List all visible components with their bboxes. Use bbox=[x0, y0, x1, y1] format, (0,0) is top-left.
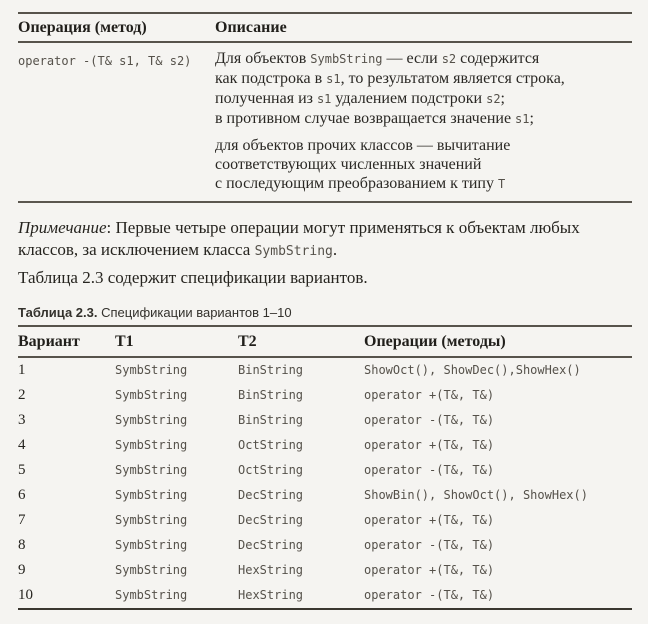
variants-header-t2: T2 bbox=[238, 333, 257, 350]
variant-number-cell: 3 bbox=[18, 412, 26, 428]
variants-table bbox=[18, 325, 632, 610]
variants-table-body bbox=[18, 358, 632, 610]
text-segment: ; bbox=[500, 90, 505, 107]
text-segment: , то результатом является строка, bbox=[340, 70, 565, 87]
t1-cell: SymbString bbox=[115, 488, 188, 502]
operations-table-header-description: Описание bbox=[215, 19, 287, 36]
code-segment: s1 bbox=[326, 72, 341, 86]
table-row bbox=[18, 483, 632, 508]
description-line bbox=[215, 155, 632, 174]
text-segment: удалением подстроки bbox=[331, 90, 487, 107]
variant-number-cell: 9 bbox=[18, 562, 26, 578]
table-row bbox=[18, 358, 632, 383]
t1-cell: SymbString bbox=[115, 363, 188, 377]
description-line bbox=[215, 109, 632, 129]
operations-cell: operator +(T&, T&) bbox=[364, 563, 495, 577]
text-segment: — если bbox=[382, 50, 442, 67]
operations-table bbox=[18, 12, 632, 203]
operations-cell: operator +(T&, T&) bbox=[364, 388, 495, 402]
note-label: Примечание bbox=[18, 218, 107, 237]
t2-cell: HexString bbox=[238, 563, 304, 577]
description-paragraph-1 bbox=[215, 49, 632, 129]
lead-sentence: Таблица 2.3 содержит спецификации вариантов. bbox=[18, 268, 368, 287]
text-segment: соответствующих численных значений bbox=[215, 156, 482, 173]
t2-cell: DecString bbox=[238, 538, 304, 552]
t2-cell: BinString bbox=[238, 413, 304, 427]
description-line bbox=[215, 69, 632, 89]
code-segment: s2 bbox=[441, 52, 457, 66]
table-row bbox=[18, 508, 632, 533]
operations-cell: operator -(T&, T&) bbox=[364, 588, 495, 602]
description-line bbox=[215, 174, 632, 194]
t2-cell: OctString bbox=[238, 463, 304, 477]
table-row bbox=[18, 583, 632, 608]
variant-number-cell: 2 bbox=[18, 387, 26, 403]
code-segment: SymbString bbox=[310, 52, 383, 66]
variant-number-cell: 7 bbox=[18, 512, 26, 528]
t2-cell: DecString bbox=[238, 513, 304, 527]
code-segment: T bbox=[497, 177, 506, 191]
text-segment: содержится bbox=[456, 50, 540, 67]
description-line bbox=[215, 89, 632, 109]
code-segment: SymbString bbox=[254, 244, 333, 259]
t2-cell: DecString bbox=[238, 488, 304, 502]
text-segment: ; bbox=[529, 110, 534, 127]
table-row bbox=[18, 383, 632, 408]
text-segment: Для объектов bbox=[215, 50, 311, 67]
description-line bbox=[215, 49, 632, 69]
t2-cell: OctString bbox=[238, 438, 304, 452]
t2-cell: BinString bbox=[238, 388, 304, 402]
note-text: : Первые четыре операции могут применяться к объектам любых классов, за исключением класса bbox=[18, 218, 580, 259]
t1-cell: SymbString bbox=[115, 413, 188, 427]
operations-table-row bbox=[18, 43, 632, 203]
operations-cell: operator +(T&, T&) bbox=[364, 438, 495, 452]
text-segment: для объектов прочих классов — вычитание bbox=[215, 137, 511, 154]
operations-cell: operator -(T&, T&) bbox=[364, 538, 495, 552]
table-row bbox=[18, 408, 632, 433]
description-line bbox=[215, 136, 632, 155]
operations-table-header-operation: Операция (метод) bbox=[18, 19, 147, 36]
operations-cell: ShowBin(), ShowOct(), ShowHex() bbox=[364, 488, 588, 502]
variant-number-cell: 10 bbox=[18, 587, 33, 603]
t1-cell: SymbString bbox=[115, 463, 188, 477]
variants-header-operations: Операции (методы) bbox=[364, 333, 506, 350]
variant-number-cell: 4 bbox=[18, 437, 26, 453]
text-segment: с последующим преобразованием к типу bbox=[215, 175, 498, 192]
t1-cell: SymbString bbox=[115, 538, 188, 552]
table-row bbox=[18, 433, 632, 458]
variant-number-cell: 6 bbox=[18, 487, 26, 503]
code-segment: s1 bbox=[316, 92, 332, 106]
operation-description-cell bbox=[215, 49, 632, 194]
table-row bbox=[18, 458, 632, 483]
text-segment: как подстрока в bbox=[215, 70, 327, 87]
operations-cell: operator -(T&, T&) bbox=[364, 413, 495, 427]
table-caption-text: Спецификации вариантов 1–10 bbox=[97, 305, 292, 320]
table-caption bbox=[18, 305, 632, 321]
text-segment: полученная из bbox=[215, 90, 317, 107]
variants-header-variant: Вариант bbox=[18, 333, 80, 350]
t1-cell: SymbString bbox=[115, 563, 188, 577]
variant-number-cell: 1 bbox=[18, 362, 26, 378]
variants-header-t1: T1 bbox=[115, 333, 134, 350]
operations-cell: operator +(T&, T&) bbox=[364, 513, 495, 527]
text-segment: в противном случае возвращается значение bbox=[215, 110, 516, 127]
table-caption-number: Таблица 2.3. bbox=[18, 305, 98, 320]
code-segment: s1 bbox=[515, 112, 530, 126]
variants-table-header-row bbox=[18, 327, 632, 358]
t2-cell: HexString bbox=[238, 588, 304, 602]
t1-cell: SymbString bbox=[115, 438, 188, 452]
note-period: . bbox=[332, 240, 338, 259]
t1-cell: SymbString bbox=[115, 388, 188, 402]
table-row bbox=[18, 533, 632, 558]
code-segment: s2 bbox=[486, 92, 501, 106]
description-paragraph-2 bbox=[215, 136, 632, 194]
t1-cell: SymbString bbox=[115, 588, 188, 602]
note-paragraph bbox=[18, 217, 632, 263]
t1-cell: SymbString bbox=[115, 513, 188, 527]
variant-number-cell: 5 bbox=[18, 462, 26, 478]
operations-table-header-row bbox=[18, 14, 632, 43]
operations-cell: ShowOct(), ShowDec(),ShowHex() bbox=[364, 363, 581, 377]
variant-number-cell: 8 bbox=[18, 537, 26, 553]
operation-method-cell: operator -(T& s1, T& s2) bbox=[18, 54, 192, 68]
operations-cell: operator -(T&, T&) bbox=[364, 463, 495, 477]
t2-cell: BinString bbox=[238, 363, 304, 377]
table-row bbox=[18, 558, 632, 583]
